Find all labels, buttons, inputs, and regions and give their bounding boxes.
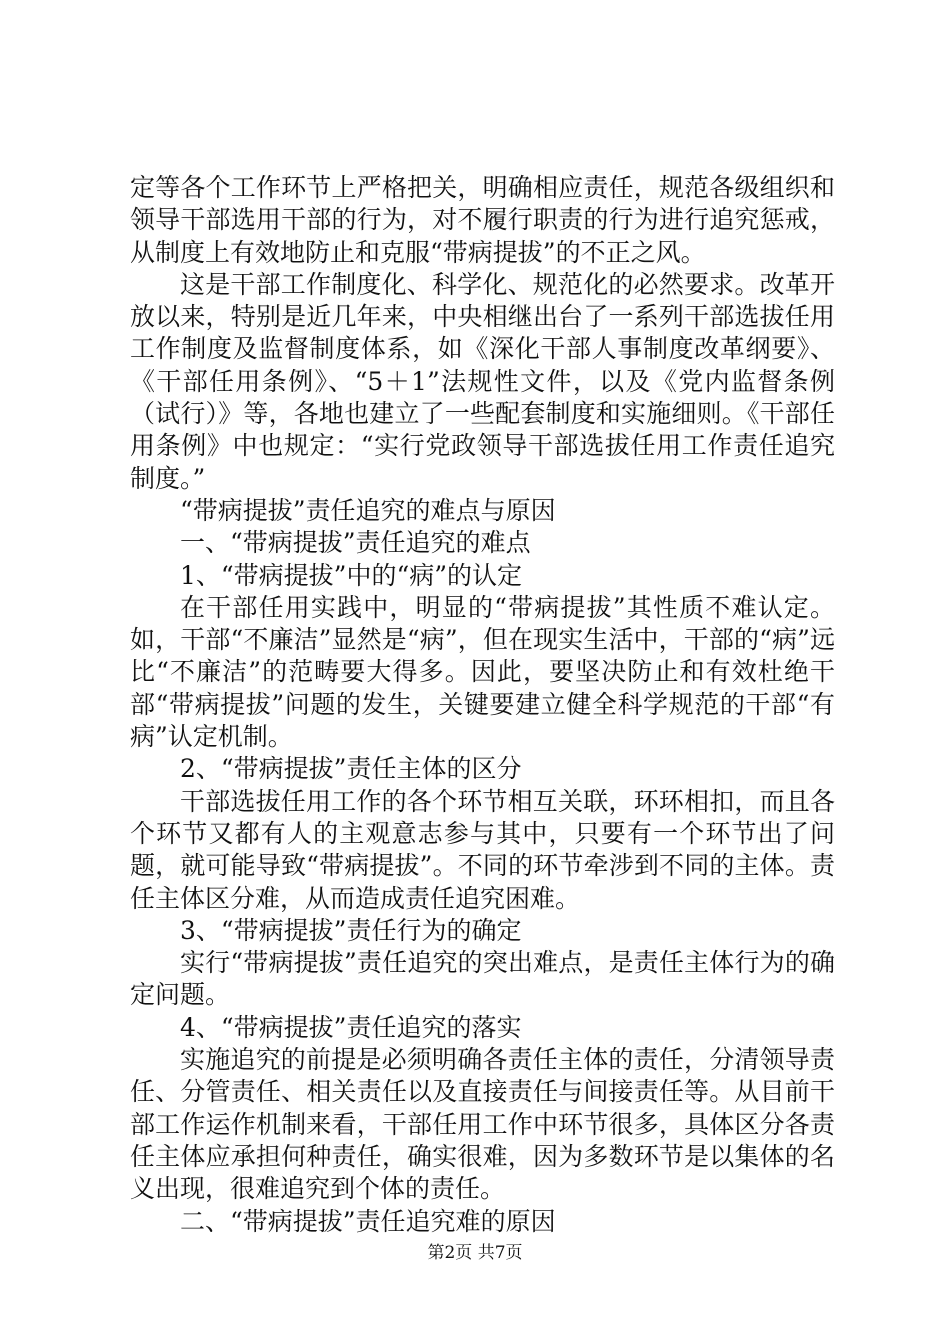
heading-point-2: 2、“带病提拔”责任主体的区分 — [180, 754, 522, 784]
page-number-footer: 第2页 共7页 — [427, 1243, 523, 1263]
heading-part-one: 一、“带病提拔”责任追究的难点 — [180, 528, 531, 558]
heading-point-4: 4、“带病提拔”责任追究的落实 — [180, 1012, 522, 1042]
paragraph-point-2: 干部选拔任用工作的各个环节相互关联，环环相扣，而且各个环节又都有人的主观意志参与其中，只要有一个环节出了问题，就可能导致“带病提拔”。不同的环节牵涉到不同的主体。责任主体区分难，从而造成责任追究困难。 — [130, 786, 835, 913]
heading-point-1: 1、“带病提拔”中的“病”的认定 — [180, 560, 523, 590]
document-body — [130, 172, 835, 1238]
paragraph-continued: 定等各个工作环节上严格把关，明确相应责任，规范各级组织和领导干部选用干部的行为，对不履行职责的行为进行追究惩戒，从制度上有效地防止和克服“带病提拔”的不正之风。 — [130, 173, 835, 267]
paragraph-point-3: 实行“带病提拔”责任追究的突出难点，是责任主体行为的确定问题。 — [130, 948, 835, 1010]
heading-part-two: 二、“带病提拔”责任追究难的原因 — [180, 1206, 556, 1236]
paragraph-point-4: 实施追究的前提是必须明确各责任主体的责任，分清领导责任、分管责任、相关责任以及直接责任与间接责任等。从目前干部工作运作机制来看，干部任用工作中环节很多，具体区分各责任主体应承担何种责任，确实很难，因为多数环节是以集体的名义出现，很难追究到个体的责任。 — [130, 1045, 835, 1204]
section-title: “带病提拔”责任追究的难点与原因 — [180, 495, 556, 525]
heading-point-3: 3、“带病提拔”责任行为的确定 — [180, 915, 522, 945]
paragraph-institutionalization: 这是干部工作制度化、科学化、规范化的必然要求。改革开放以来，特别是近几年来，中央相继出台了一系列干部选拔任用工作制度及监督制度体系，如《深化干部人事制度改革纲要》、《干部任用条例》、“5＋1”法规性文件，以及《党内监督条例（试行）》等，各地也建立了一些配套制度和实施细则。《干部任用条例》中也规定：“实行党政领导干部选拔任用工作责任追究制度。” — [130, 269, 835, 493]
paragraph-point-1: 在干部任用实践中，明显的“带病提拔”其性质不难认定。如，干部“不廉洁”显然是“病”，但在现实生活中，干部的“病”远比“不廉洁”的范畴要大得多。因此，要坚决防止和有效杜绝干部“带病提拔”问题的发生，关键要建立健全科学规范的干部“有病”认定机制。 — [130, 592, 835, 752]
